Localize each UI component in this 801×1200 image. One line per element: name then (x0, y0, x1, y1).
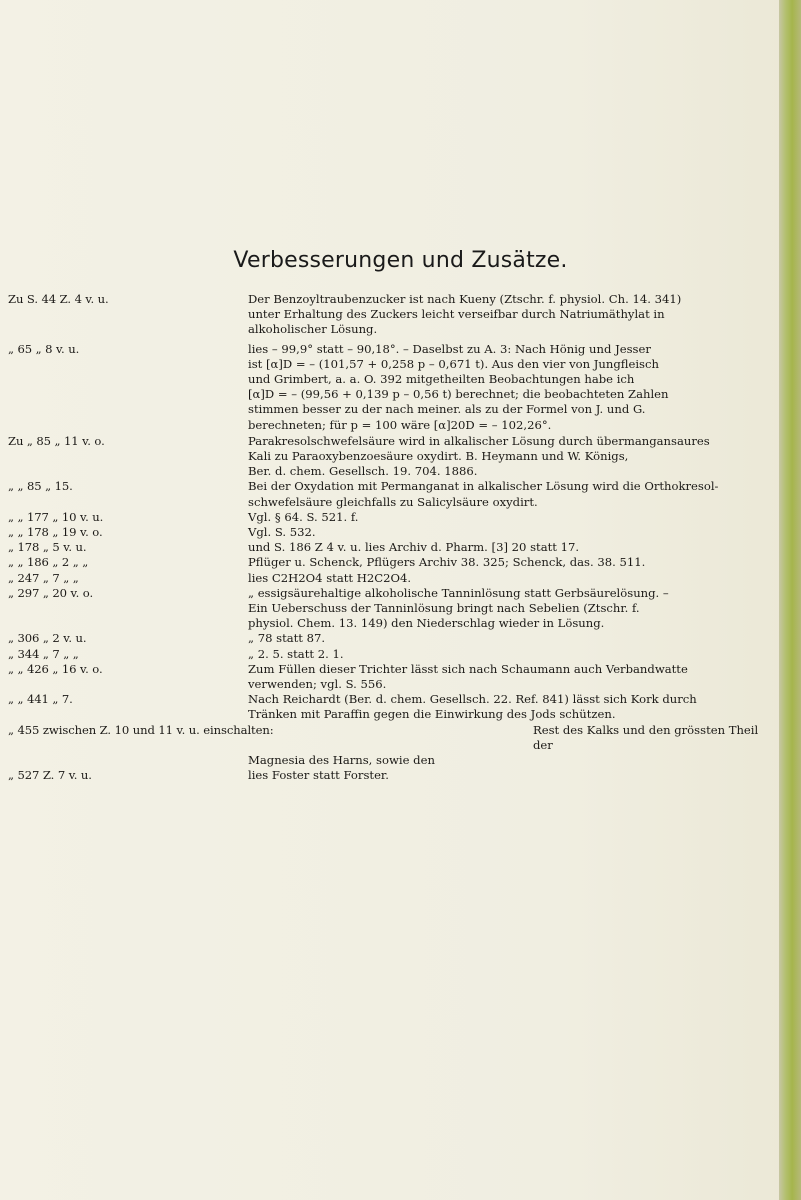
correction-line: Bei der Oxydation mit Permanganat in alkalischer Lösung wird die Orthokresol- (248, 479, 719, 494)
correction-line: unter Erhaltung des Zuckers leicht verseifbar durch Natriumäthylat in (248, 307, 665, 322)
correction-line: lies C2H2O4 statt H2C2O4. (248, 570, 412, 585)
correction-reference: „ 344 „ 7 „ „ (8, 646, 79, 661)
correction-line: Vgl. S. 532. (248, 525, 316, 540)
correction-line: berechneten; für p = 100 wäre [α]20D = – 102,26°. (248, 417, 552, 432)
correction-reference: „ 65 „ 8 v. u. (8, 341, 80, 356)
correction-text (248, 647, 768, 662)
correction-entry (0, 525, 801, 540)
correction-line: Vgl. § 64. S. 521. f. (248, 509, 359, 524)
correction-text (248, 510, 768, 525)
correction-line: „ essigsäurehaltige alkoholische Tanninlösung statt Gerbsäurelösung. – (248, 585, 669, 600)
correction-line: und Grimbert, a. a. O. 392 mitgetheilten Beobachtungen habe ich (248, 372, 635, 387)
correction-entry (0, 631, 801, 646)
correction-text (248, 723, 768, 769)
correction-entry (0, 768, 801, 783)
correction-reference: „ „ 186 „ 2 „ „ (8, 555, 89, 570)
correction-reference: „ 306 „ 2 v. u. (8, 631, 87, 646)
correction-reference: Zu „ 85 „ 11 v. o. (8, 433, 105, 448)
correction-line: „ 2. 5. statt 2. 1. (248, 646, 344, 661)
correction-text (248, 525, 768, 540)
correction-line: lies Foster statt Forster. (248, 768, 389, 783)
correction-reference: „ 297 „ 20 v. o. (8, 585, 94, 600)
correction-entry (0, 723, 801, 769)
correction-text (248, 434, 768, 480)
correction-line: stimmen besser zu der nach meiner. als zu der Formel von J. und G. (248, 402, 646, 417)
correction-line: ist [α]D = – (101,57 + 0,258 p – 0,671 t). Aus den vier von Jungfleisch (248, 356, 659, 371)
correction-line: Nach Reichardt (Ber. d. chem. Gesellsch. 22. Ref. 841) lässt sich Kork durch (248, 692, 697, 707)
correction-reference: „ 247 „ 7 „ „ (8, 570, 79, 585)
correction-text (248, 342, 768, 433)
correction-line: verwenden; vgl. S. 556. (248, 677, 387, 692)
correction-reference: „ 455 zwischen Z. 10 und 11 v. u. einschalten: (8, 722, 274, 737)
correction-entry (0, 540, 801, 555)
correction-text (248, 768, 768, 783)
correction-line: Tränken mit Paraffin gegen die Einwirkung des Jods schützen. (248, 707, 616, 722)
correction-text (248, 479, 768, 509)
correction-line: Magnesia des Harns, sowie den (248, 753, 435, 768)
correction-line: Kali zu Paraoxybenzoesäure oxydirt. B. Heymann und W. Königs, (248, 449, 629, 464)
correction-text (248, 292, 768, 338)
correction-line: und S. 186 Z 4 v. u. lies Archiv d. Pharm. [3] 20 statt 17. (248, 540, 580, 555)
correction-reference: „ „ 178 „ 19 v. o. (8, 525, 103, 540)
correction-line: Parakresolschwefelsäure wird in alkalischer Lösung durch übermangansaures (248, 433, 710, 448)
correction-reference: „ „ 85 „ 15. (8, 479, 73, 494)
correction-text (248, 586, 768, 632)
correction-line: Ber. d. chem. Gesellsch. 19. 704. 1886. (248, 464, 478, 479)
page-title: Verbesserungen und Zusätze. (233, 248, 568, 273)
correction-entry (0, 586, 801, 632)
correction-line: [α]D = – (99,56 + 0,139 p – 0,56 t) berechnet; die beobachteten Zahlen (248, 387, 669, 402)
correction-line: physiol. Chem. 13. 149) den Niederschlag wieder in Lösung. (248, 616, 605, 631)
correction-line: Ein Ueberschuss der Tanninlösung bringt nach Sebelien (Ztschr. f. (248, 601, 640, 616)
correction-text (248, 631, 768, 646)
correction-line: Zum Füllen dieser Trichter lässt sich nach Schaumann auch Verbandwatte (248, 661, 688, 676)
correction-text (248, 571, 768, 586)
correction-entry (0, 510, 801, 525)
correction-entry (0, 692, 801, 722)
correction-entry (0, 292, 801, 338)
correction-entry (0, 571, 801, 586)
correction-entry (0, 434, 801, 480)
correction-entry (0, 647, 801, 662)
correction-text (248, 540, 768, 555)
correction-text (248, 692, 768, 722)
corrections-list (0, 292, 801, 784)
correction-reference: „ „ 441 „ 7. (8, 692, 73, 707)
correction-reference: „ 527 Z. 7 v. u. (8, 768, 92, 783)
correction-line: Rest des Kalks und den grössten Theil der (533, 722, 759, 752)
correction-entry (0, 662, 801, 692)
correction-line: lies – 99,9° statt – 90,18°. – Daselbst zu A. 3: Nach Hönig und Jesser (248, 341, 651, 356)
correction-entry (0, 342, 801, 433)
correction-line: „ 78 statt 87. (248, 631, 326, 646)
correction-line: schwefelsäure gleichfalls zu Salicylsäure oxydirt. (248, 494, 538, 509)
correction-line: Der Benzoyltraubenzucker ist nach Kueny (Ztschr. f. physiol. Ch. 14. 341) (248, 292, 682, 306)
correction-reference: „ „ 177 „ 10 v. u. (8, 509, 104, 524)
correction-line: Pflüger u. Schenck, Pflügers Archiv 38. 325; Schenck, das. 38. 511. (248, 555, 646, 570)
correction-entry (0, 479, 801, 509)
correction-reference: „ 178 „ 5 v. u. (8, 540, 87, 555)
correction-entry (0, 555, 801, 570)
correction-line: alkoholischer Lösung. (248, 322, 378, 337)
correction-text (248, 555, 768, 570)
correction-reference: „ „ 426 „ 16 v. o. (8, 661, 103, 676)
correction-text (248, 662, 768, 692)
correction-reference: Zu S. 44 Z. 4 v. u. (8, 292, 109, 306)
